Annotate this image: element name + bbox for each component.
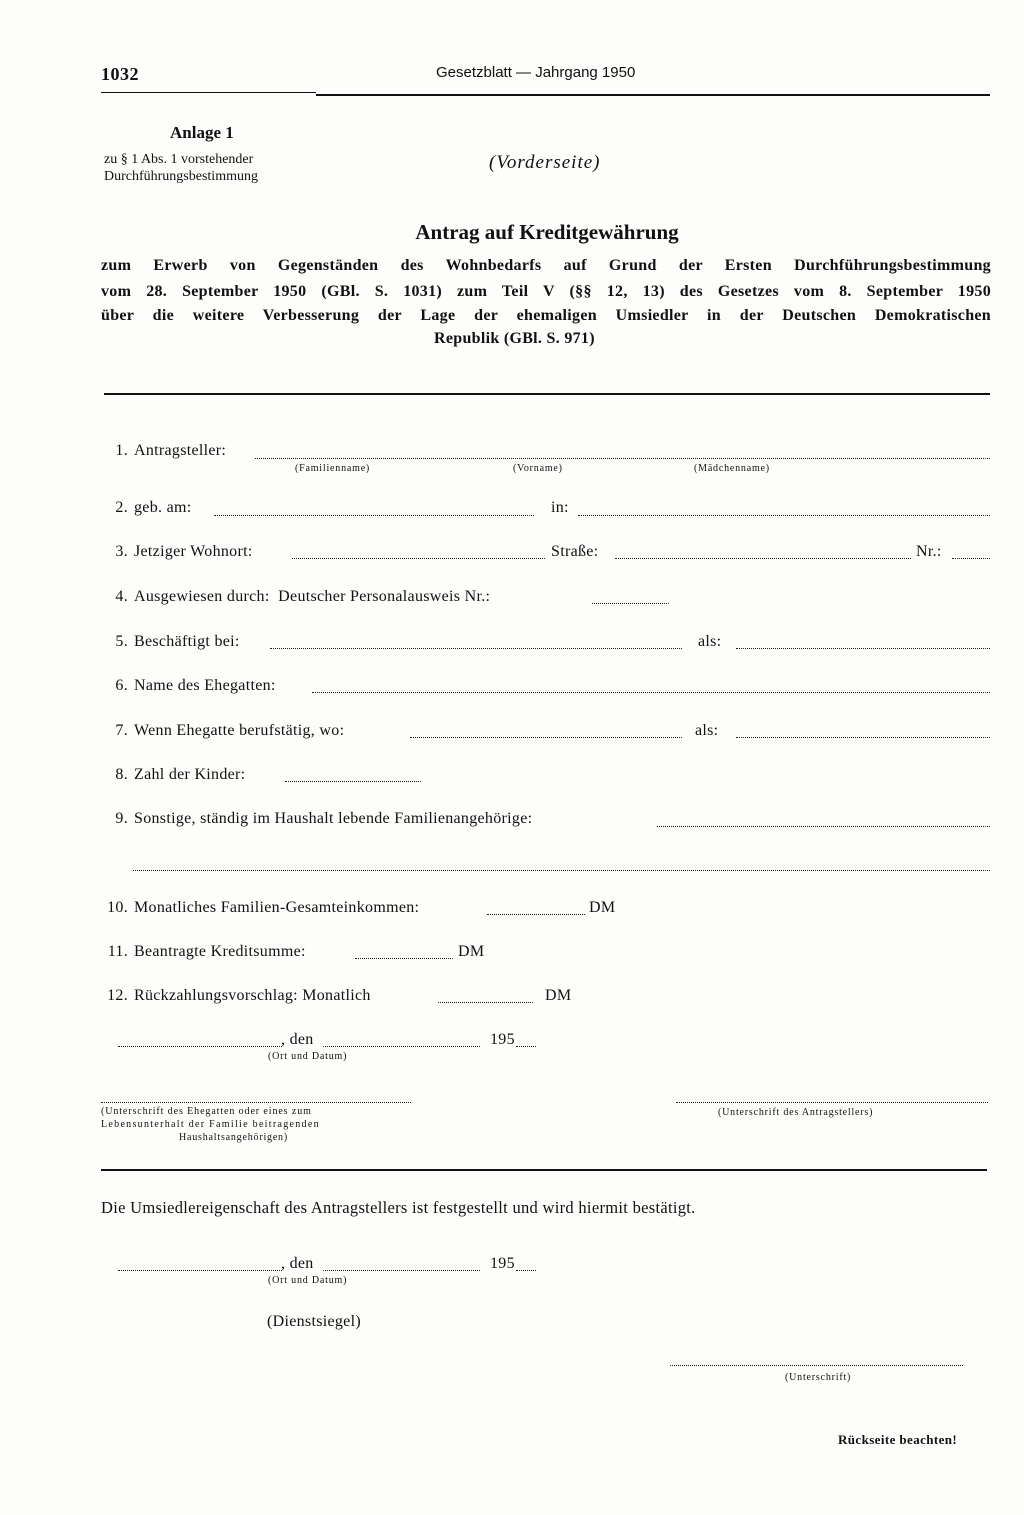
occupation-label: als:	[698, 633, 722, 650]
annex-title: Anlage 1	[170, 123, 234, 142]
applicant-signature-line[interactable]	[676, 1102, 988, 1103]
date-caption: (Ort und Datum)	[268, 1051, 348, 1062]
income-unit: DM	[589, 899, 616, 916]
page-number: 1032	[101, 64, 139, 84]
confirm-date-caption: (Ort und Datum)	[268, 1275, 348, 1286]
section-rule	[101, 1169, 987, 1171]
field-3-label: 3. Jetziger Wohnort:	[115, 543, 253, 560]
form-subtitle-line3: über die weitere Verbesserung der Lage der ehemaligen Umsiedler in der Deutschen Demokratischen	[101, 307, 991, 324]
form-subtitle-line4: Republik (GBl. S. 971)	[434, 330, 595, 347]
income-line[interactable]	[487, 914, 585, 915]
date-den: , den	[281, 1031, 314, 1048]
spouse-occupation-line[interactable]	[736, 737, 990, 738]
official-seal-label: (Dienstsiegel)	[267, 1313, 361, 1330]
caption-vorname: (Vorname)	[513, 463, 563, 474]
spouse-signature-line[interactable]	[101, 1102, 411, 1103]
annex-reference-line1: zu § 1 Abs. 1 vorstehender	[104, 152, 254, 167]
turn-page-note: Rückseite beachten!	[838, 1432, 958, 1447]
birth-date-line[interactable]	[214, 515, 534, 516]
field-12-label: 12. Rückzahlungsvorschlag: Monatlich	[107, 987, 371, 1004]
annex-reference-line2: Durchführungsbestimmung	[104, 169, 258, 184]
running-title: Gesetzblatt — Jahrgang 1950	[436, 64, 636, 81]
confirm-den: , den	[281, 1255, 314, 1272]
year-suffix-line[interactable]	[516, 1046, 536, 1047]
spouse-name-line[interactable]	[312, 692, 990, 693]
spouse-occupation-label: als:	[695, 722, 719, 739]
house-number-line[interactable]	[952, 558, 990, 559]
occupation-line[interactable]	[736, 648, 990, 649]
credit-amount-line[interactable]	[355, 958, 453, 959]
confirm-place-line[interactable]	[118, 1270, 282, 1271]
field-5-label: 5. Beschäftigt bei:	[115, 633, 240, 650]
official-signature-line[interactable]	[670, 1365, 963, 1366]
date-line[interactable]	[323, 1046, 480, 1047]
field-2-label: 2. geb. am:	[115, 499, 192, 516]
page-side-label: (Vorderseite)	[489, 152, 601, 173]
birth-place-label: in:	[551, 499, 569, 516]
form-subtitle-line2: vom 28. September 1950 (GBl. S. 1031) zum Teil V (§§ 12, 13) des Gesetzes vom 8. September 1950	[101, 283, 991, 300]
field-6-label: 6. Name des Ehegatten:	[115, 677, 276, 694]
field-4-label: 4. Ausgewiesen durch: Deutscher Personalausweis Nr.:	[115, 588, 491, 605]
credit-amount-unit: DM	[458, 943, 485, 960]
spouse-signature-caption-2: Lebensunterhalt der Familie beitragenden	[101, 1119, 320, 1130]
street-label: Straße:	[551, 543, 599, 560]
repayment-line[interactable]	[438, 1002, 533, 1003]
street-line[interactable]	[615, 558, 911, 559]
house-number-label: Nr.:	[916, 543, 942, 560]
applicant-signature-caption: (Unterschrift des Antragstellers)	[718, 1107, 874, 1118]
caption-familienname: (Familienname)	[295, 463, 371, 474]
confirmation-text: Die Umsiedlereigenschaft des Antragstellers ist festgestellt und wird hiermit bestätigt.	[101, 1198, 696, 1217]
field-10-label: 10. Monatliches Familien-Gesamteinkommen:	[107, 899, 420, 916]
employer-line[interactable]	[270, 648, 682, 649]
spouse-signature-caption-3: Haushaltsangehörigen)	[179, 1132, 288, 1143]
field-1-label: 1. Antragsteller:	[115, 442, 227, 459]
residence-line[interactable]	[292, 558, 545, 559]
birth-place-line[interactable]	[578, 515, 990, 516]
field-11-label: 11. Beantragte Kreditsumme:	[107, 943, 306, 960]
confirm-date-line[interactable]	[323, 1270, 480, 1271]
field-8-label: 8. Zahl der Kinder:	[115, 766, 246, 783]
form-subtitle-line1: zum Erwerb von Gegenständen des Wohnbedarfs auf Grund der Ersten Durchführungsbestimmung	[101, 257, 991, 274]
other-members-line[interactable]	[657, 826, 990, 827]
caption-maedchenname: (Mädchenname)	[694, 463, 770, 474]
spouse-signature-caption-1: (Unterschrift des Ehegatten oder eines zum	[101, 1106, 312, 1117]
field-7-label: 7. Wenn Ehegatte berufstätig, wo:	[115, 722, 345, 739]
form-title: Antrag auf Kreditgewährung	[415, 220, 679, 244]
place-line[interactable]	[118, 1046, 282, 1047]
header-rule	[316, 94, 990, 96]
header-rule-left	[101, 92, 316, 93]
confirm-year: 195	[490, 1255, 515, 1272]
applicant-name-line[interactable]	[255, 458, 990, 459]
spouse-employer-line[interactable]	[410, 737, 682, 738]
id-number-line[interactable]	[592, 603, 669, 604]
other-members-line-2[interactable]	[133, 870, 990, 871]
field-9-label: 9. Sonstige, ständig im Haushalt lebende Familienangehörige:	[115, 810, 533, 827]
title-rule	[104, 393, 990, 395]
repayment-unit: DM	[545, 987, 572, 1004]
confirm-year-suffix-line[interactable]	[516, 1270, 536, 1271]
children-count-line[interactable]	[285, 781, 421, 782]
official-signature-caption: (Unterschrift)	[785, 1372, 852, 1383]
date-year: 195	[490, 1031, 515, 1048]
